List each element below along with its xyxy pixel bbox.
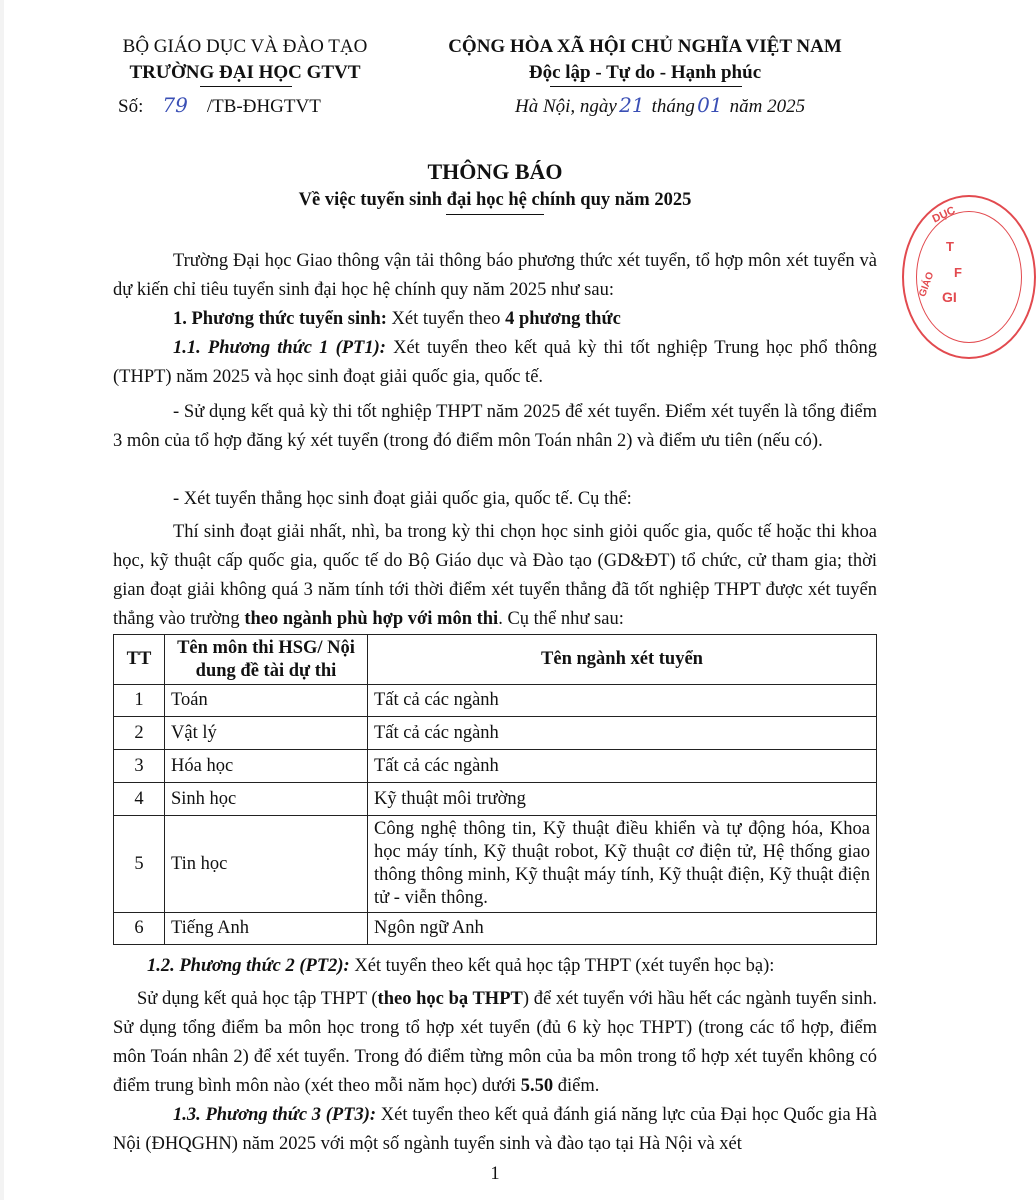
seal-text-5: GI xyxy=(942,289,957,305)
document-date xyxy=(515,92,805,120)
header-left xyxy=(110,34,380,86)
page-number: 1 xyxy=(490,1164,500,1184)
date-text-1: Hà Nội, ngày xyxy=(515,96,617,117)
pt2-p1-tail: ) để xét tuyển với hầu hết các ngành tuyển sinh. Sử dụng tổng điểm ba môn học trong tổ hợp xét tuyển (đủ 6 kỳ học THPT) (trong các tổ hợp, điểm môn Toán nhân 2) để xét tuyển. Trong đó điểm từng môn của ba môn trong tổ hợp xét tuyển không có điểm trung bình môn nào (xét theo mỗi năm học) dưới xyxy=(113,989,877,1096)
intro-paragraph: Trường Đại học Giao thông vận tải thông báo phương thức xét tuyển, tổ hợp môn xét tuyển và dự kiến chỉ tiêu tuyển sinh đại học hệ chính quy năm 2025 như sau: xyxy=(113,251,877,300)
row-subject: Toán xyxy=(165,685,368,717)
pt1-bullet-2: - Xét tuyển thẳng học sinh đoạt giải quốc gia, quốc tế. Cụ thể: xyxy=(173,489,632,509)
row-subject: Hóa học xyxy=(165,750,368,783)
row-subject: Tin học xyxy=(165,816,368,913)
pt1-main-text: Thí sinh đoạt giải nhất, nhì, ba trong kỳ thi chọn học sinh giỏi quốc gia, quốc tế hoặc thi khoa học, kỹ thuật cấp quốc gia, quốc tế do Bộ Giáo dục và Đào tạo (GD&ĐT) tổ chức, cử tham gia; thời gian đoạt giải không quá 3 năm tính tới thời điểm xét tuyển thẳng đã tốt nghiệp THPT được xét tuyển thẳng vào trường xyxy=(113,522,877,629)
row-tt: 4 xyxy=(114,783,165,816)
pt2-paragraph xyxy=(113,985,877,1101)
date-day-handwritten: 21 xyxy=(619,93,645,117)
pt2-p1: Sử dụng kết quả học tập THPT ( xyxy=(137,989,378,1009)
date-text-3: năm 2025 xyxy=(729,96,806,117)
pt2-p1-bold: theo học bạ THPT xyxy=(377,989,523,1009)
seal-text-1: GIÁO xyxy=(917,270,937,299)
section-1-bold: 4 phương thức xyxy=(505,309,621,329)
table-row xyxy=(114,750,877,783)
row-majors: Ngôn ngữ Anh xyxy=(368,913,877,945)
document-number xyxy=(118,92,321,120)
title-underline xyxy=(446,214,544,215)
table-row xyxy=(114,685,877,717)
page-edge xyxy=(0,0,4,1200)
pt2-end: điểm. xyxy=(557,1076,600,1096)
row-tt: 2 xyxy=(114,717,165,750)
section-1-label: 1. Phương thức tuyển sinh: xyxy=(173,309,387,329)
table-row xyxy=(114,717,877,750)
row-majors: Tất cả các ngành xyxy=(368,717,877,750)
row-subject: Sinh học xyxy=(165,783,368,816)
table-row xyxy=(114,913,877,945)
university-underline xyxy=(200,86,292,87)
pt1-paragraph xyxy=(113,334,877,392)
pt3-paragraph xyxy=(113,1101,877,1159)
row-majors: Tất cả các ngành xyxy=(368,685,877,717)
date-text-2: tháng xyxy=(651,96,695,117)
table-row xyxy=(114,816,877,913)
national-motto: Độc lập - Tự do - Hạnh phúc xyxy=(528,62,762,83)
pt2-heading xyxy=(113,952,877,981)
official-seal xyxy=(902,195,1036,359)
university-name: TRƯỜNG ĐẠI HỌC GTVT xyxy=(129,62,361,83)
pt3-text: Xét tuyển theo kết quả đánh giá năng lực của Đại học Quốc gia Hà Nội (ĐHQGHN) năm 2025 với một số ngành tuyển sinh và đào tạo tại Hà Nội và xét xyxy=(113,1105,878,1154)
row-majors: Tất cả các ngành xyxy=(368,750,877,783)
number-suffix: /TB-ĐHGTVT xyxy=(206,96,321,117)
table-row xyxy=(114,783,877,816)
exam-major-table xyxy=(113,634,877,945)
document-title: THÔNG BÁO xyxy=(427,159,563,184)
date-month-handwritten: 01 xyxy=(697,93,723,117)
document-subtitle: Về việc tuyển sinh đại học hệ chính quy năm 2025 xyxy=(298,190,692,210)
row-subject: Tiếng Anh xyxy=(165,913,368,945)
header-right xyxy=(420,34,870,86)
table-header-row xyxy=(114,635,877,685)
pt2-label: 1.2. Phương thức 2 (PT2): xyxy=(147,956,350,976)
row-subject: Vật lý xyxy=(165,717,368,750)
section-1-heading xyxy=(113,305,877,334)
header-tt: TT xyxy=(114,635,165,685)
number-prefix: Số: xyxy=(118,96,144,117)
seal-text-3: T xyxy=(946,239,954,254)
nation-name: CỘNG HÒA XÃ HỘI CHỦ NGHĨA VIỆT NAM xyxy=(448,36,842,57)
seal-text-4: F xyxy=(954,265,962,280)
row-tt: 1 xyxy=(114,685,165,717)
ministry-name: BỘ GIÁO DỤC VÀ ĐÀO TẠO xyxy=(122,36,368,57)
row-tt: 6 xyxy=(114,913,165,945)
pt1-bullet-1: - Sử dụng kết quả kỳ thi tốt nghiệp THPT năm 2025 để xét tuyển. Điểm xét tuyển là tổng điểm 3 môn của tổ hợp đăng ký xét tuyển (trong đó điểm môn Toán nhân 2) và điểm ưu tiên (nếu có). xyxy=(113,402,877,451)
header-majors: Tên ngành xét tuyển xyxy=(368,635,877,685)
pt1-main-paragraph xyxy=(113,518,877,634)
row-majors: Công nghệ thông tin, Kỹ thuật điều khiển và tự động hóa, Khoa học máy tính, Kỹ thuật robot, Kỹ thuật cơ điện tử, Hệ thống giao thông thông minh, Kỹ thuật máy tính, Kỹ thuật điện, Kỹ thuật điện tử - viễn thông. xyxy=(368,816,877,913)
header-subject: Tên môn thi HSG/ Nội dung đề tài dự thi xyxy=(165,635,368,685)
row-tt: 3 xyxy=(114,750,165,783)
pt1-label: 1.1. Phương thức 1 (PT1): xyxy=(173,338,386,358)
seal-text-2: DỤC xyxy=(930,204,958,226)
row-majors: Kỹ thuật môi trường xyxy=(368,783,877,816)
pt2-text: Xét tuyển theo kết quả học tập THPT (xét tuyển học bạ): xyxy=(354,956,775,976)
number-value-handwritten: 79 xyxy=(162,93,188,117)
section-1-text: Xét tuyển theo xyxy=(391,309,501,329)
pt1-text: Xét tuyển theo kết quả kỳ thi tốt nghiệp Trung học phổ thông (THPT) năm 2025 và học sinh đoạt giải quốc gia, quốc tế. xyxy=(113,338,877,387)
pt2-threshold: 5.50 xyxy=(520,1076,554,1096)
motto-underline xyxy=(550,86,742,87)
pt1-main-bold: theo ngành phù hợp với môn thi xyxy=(244,609,499,629)
row-tt: 5 xyxy=(114,816,165,913)
pt3-label: 1.3. Phương thức 3 (PT3): xyxy=(173,1105,377,1125)
pt1-main-tail: . Cụ thể như sau: xyxy=(498,609,624,629)
